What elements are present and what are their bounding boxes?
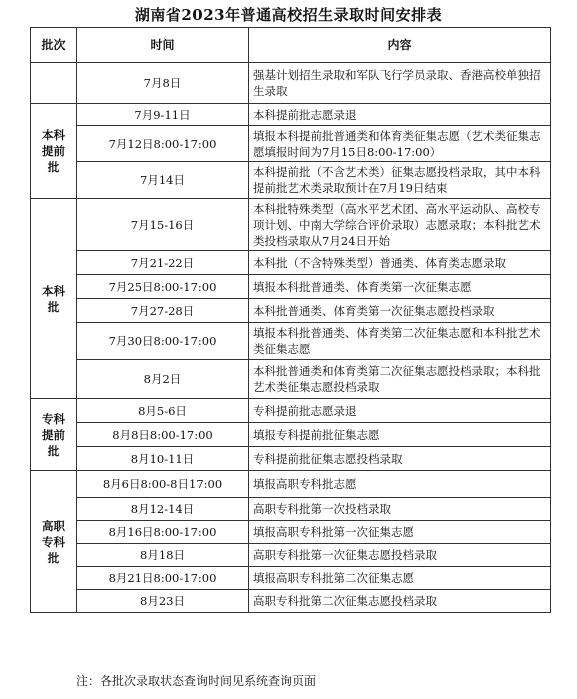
content-cell: 高职专科批第一次征集志愿投档录取 (249, 544, 551, 567)
content-cell: 本科批普通类、体育类第一次征集志愿投档录取 (249, 299, 551, 323)
time-cell: 7月25日8:00-17:00 (77, 275, 249, 299)
content-cell: 本科批普通类和体育类第二次征集志愿投档录取；本科批艺术类征集志愿投档录取 (249, 360, 551, 399)
table-row (31, 275, 551, 299)
table-row (31, 299, 551, 323)
table-row (31, 447, 551, 471)
schedule-body (31, 63, 551, 613)
time-cell: 7月21-22日 (77, 251, 249, 275)
content-cell: 专科提前批征集志愿投档录取 (249, 447, 551, 471)
content-cell: 本科提前批志愿录退 (249, 104, 551, 126)
table-row (31, 251, 551, 275)
time-cell: 7月14日 (77, 162, 249, 199)
time-cell: 7月27-28日 (77, 299, 249, 323)
table-row (31, 399, 551, 423)
time-cell: 8月16日8:00-17:00 (77, 521, 249, 544)
table-row (31, 162, 551, 199)
content-cell: 高职专科批第二次征集志愿投档录取 (249, 590, 551, 613)
time-cell: 8月6日8:00-8日17:00 (77, 471, 249, 498)
table-header-row (31, 28, 551, 63)
time-cell: 7月15-16日 (77, 199, 249, 251)
table-row (31, 126, 551, 162)
content-cell: 本科批（不含特殊类型）普通类、体育类志愿录取 (249, 251, 551, 275)
time-cell: 8月12-14日 (77, 498, 249, 521)
table-row (31, 104, 551, 126)
table-row (31, 521, 551, 544)
schedule-table (30, 27, 551, 613)
batch-cell (31, 63, 77, 104)
time-cell: 8月10-11日 (77, 447, 249, 471)
content-cell: 高职专科批第一次投档录取 (249, 498, 551, 521)
table-row (31, 423, 551, 447)
table-row (31, 471, 551, 498)
content-cell: 填报本科批普通类、体育类第二次征集志愿和本科批艺术类征集志愿 (249, 323, 551, 360)
table-row (31, 544, 551, 567)
content-cell: 填报高职专科批第二次征集志愿 (249, 567, 551, 590)
content-cell: 填报专科提前批征集志愿 (249, 423, 551, 447)
content-cell: 填报高职专科批第一次征集志愿 (249, 521, 551, 544)
time-cell: 7月8日 (77, 63, 249, 104)
table-row (31, 323, 551, 360)
table-row (31, 498, 551, 521)
time-cell: 8月8日8:00-17:00 (77, 423, 249, 447)
header-batch: 批次 (31, 28, 77, 63)
time-cell: 8月21日8:00-17:00 (77, 567, 249, 590)
time-cell: 8月18日 (77, 544, 249, 567)
content-cell: 本科提前批（不含艺术类）征集志愿投档录取，其中本科提前批艺术类录取预计在7月19日结束 (249, 162, 551, 199)
content-cell: 专科提前批志愿录退 (249, 399, 551, 423)
time-cell: 7月12日8:00-17:00 (77, 126, 249, 162)
time-cell: 8月23日 (77, 590, 249, 613)
content-cell: 本科批特殊类型（高水平艺术团、高水平运动队、高校专项计划、中南大学综合评价录取）志愿录取；本科批艺术类投档录取从7月24日开始 (249, 199, 551, 251)
time-cell: 7月30日8:00-17:00 (77, 323, 249, 360)
table-row (31, 590, 551, 613)
batch-cell: 本科 批 (31, 199, 77, 399)
batch-cell: 本科 提前 批 (31, 104, 77, 199)
time-cell: 8月5-6日 (77, 399, 249, 423)
time-cell: 8月2日 (77, 360, 249, 399)
table-row (31, 63, 551, 104)
batch-cell: 专科 提前 批 (31, 399, 77, 471)
time-cell: 7月9-11日 (77, 104, 249, 126)
footnote: 注：各批次录取状态查询时间见系统查询页面 (76, 674, 317, 688)
batch-cell: 高职 专科 批 (31, 471, 77, 613)
table-row (31, 567, 551, 590)
header-content: 内容 (249, 28, 551, 63)
header-time: 时间 (77, 28, 249, 63)
content-cell: 强基计划招生录取和军队飞行学员录取、香港高校单独招生录取 (249, 63, 551, 104)
table-row (31, 360, 551, 399)
page-title: 湖南省2023年普通高校招生录取时间安排表 (134, 6, 443, 24)
table-row (31, 199, 551, 251)
content-cell: 填报本科批普通类、体育类第一次征集志愿 (249, 275, 551, 299)
content-cell: 填报高职专科批志愿 (249, 471, 551, 498)
content-cell: 填报本科提前批普通类和体育类征集志愿（艺术类征集志愿填报时间为7月15日8:00-17:00） (249, 126, 551, 162)
